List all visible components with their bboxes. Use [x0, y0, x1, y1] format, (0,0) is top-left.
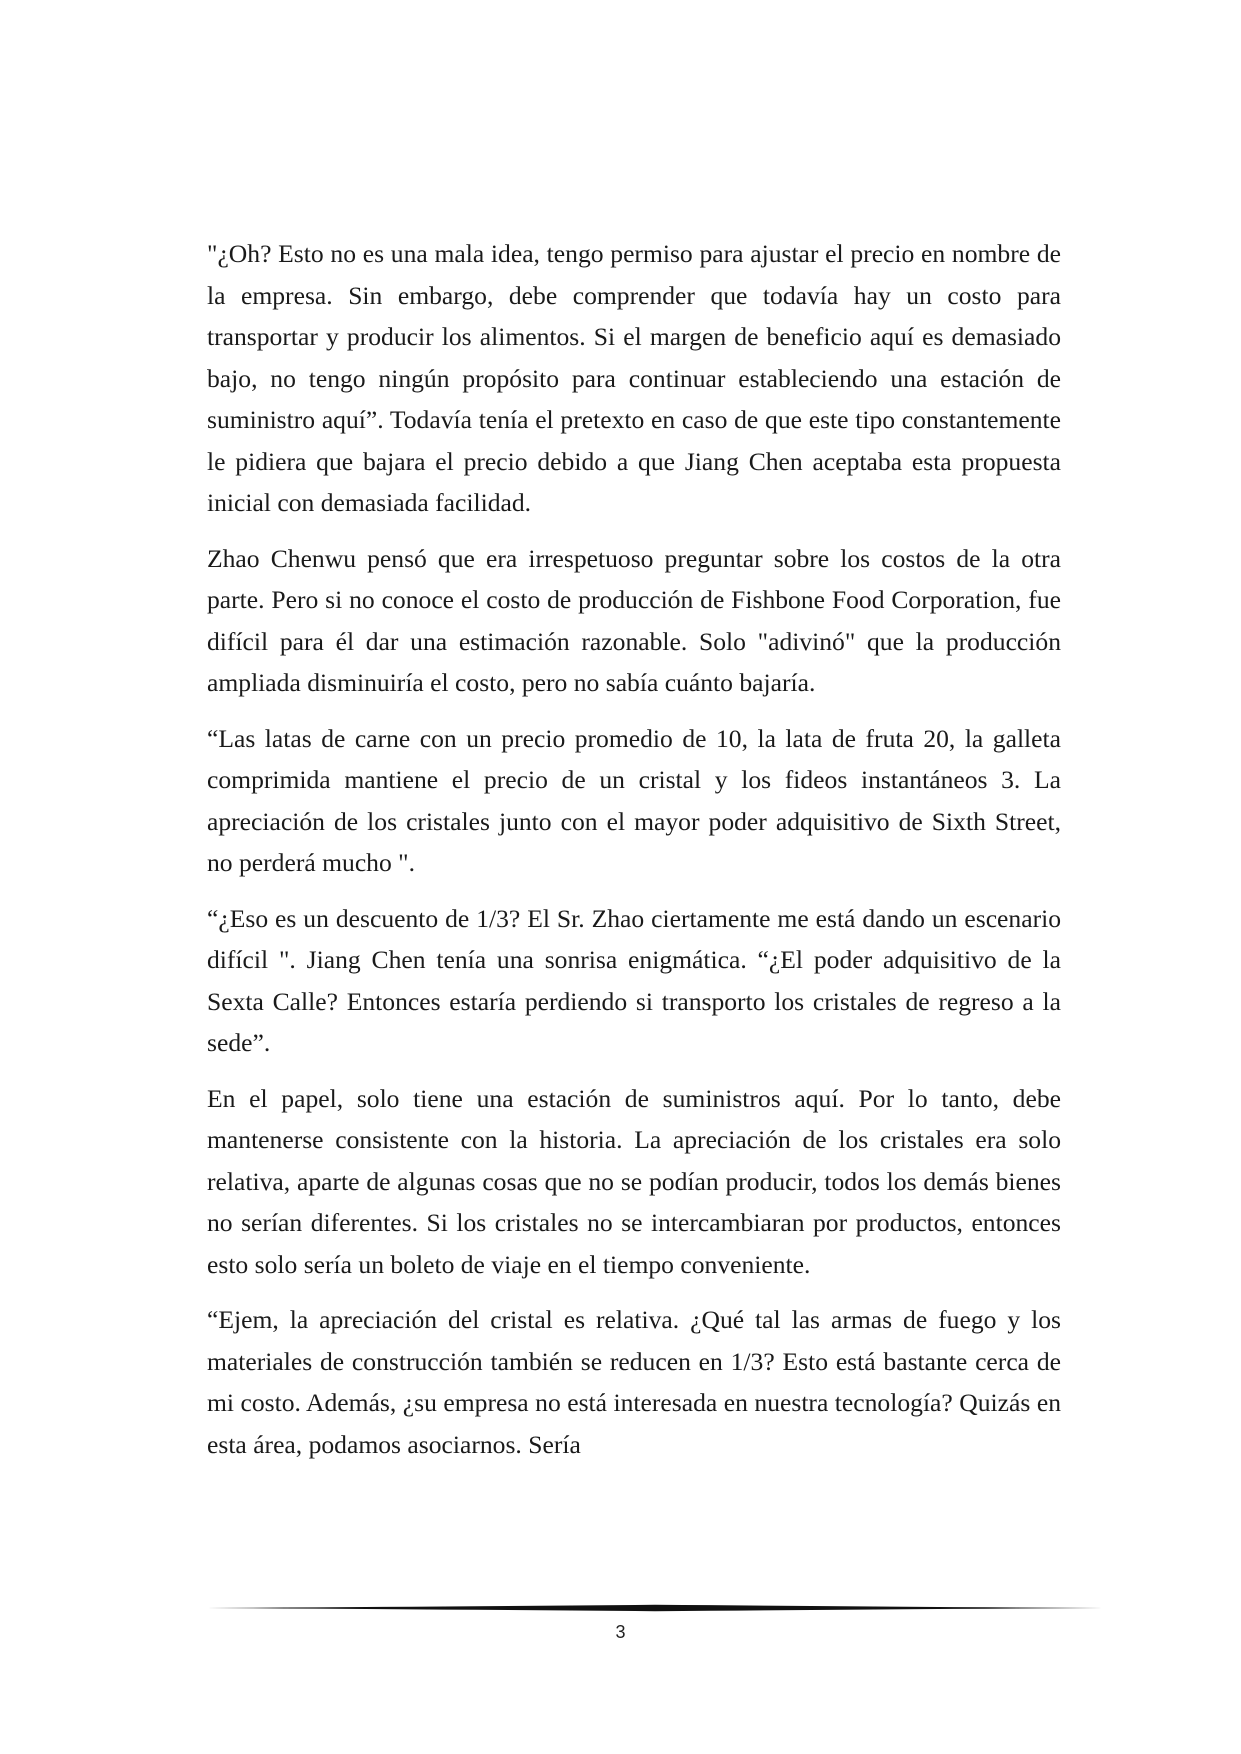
- paragraph-3: “Las latas de carne con un precio promedio de 10, la lata de fruta 20, la galleta comprimida mantiene el precio de un cristal y los fideos instantáneos 3. La apreciación de los cristales junto con el mayor poder adquisitivo de Sixth Street, no perderá mucho ".: [207, 723, 1061, 877]
- footer-divider: [207, 1604, 1103, 1612]
- paragraph-2: Zhao Chenwu pensó que era irrespetuoso preguntar sobre los costos de la otra parte. Pero si no conoce el costo de producción de Fishbone Food Corporation, fue difícil para él dar una estimación razonable. Solo "adivinó" que la producción ampliada disminuiría el costo, pero no sabía cuánto bajaría.: [207, 543, 1061, 697]
- paragraph-6: “Ejem, la apreciación del cristal es relativa. ¿Qué tal las armas de fuego y los materiales de construcción también se reducen en 1/3? Esto está bastante cerca de mi costo. Además, ¿su empresa no está interesada en nuestra tecnología? Quizás en esta área, podamos asociarnos. Sería: [207, 1305, 1061, 1459]
- paragraph-4: “¿Eso es un descuento de 1/3? El Sr. Zhao ciertamente me está dando un escenario difícil ". Jiang Chen tenía una sonrisa enigmática. “¿El poder adquisitivo de la Sexta Calle? Entonces estaría perdiendo si transporto los cristales de regreso a la sede”.: [207, 903, 1061, 1057]
- body-text: [207, 233, 1061, 1479]
- paragraph-1: "¿Oh? Esto no es una mala idea, tengo permiso para ajustar el precio en nombre de la empresa. Sin embargo, debe comprender que todavía hay un costo para transportar y producir los alimentos. Si el margen de beneficio aquí es demasiado bajo, no tengo ningún propósito para continuar estableciendo una estación de suministro aquí”. Todavía tenía el pretexto en caso de que este tipo constantemente le pidiera que bajara el precio debido a que Jiang Chen aceptaba esta propuesta inicial con demasiada facilidad.: [207, 239, 1061, 517]
- paragraph-5: En el papel, solo tiene una estación de suministros aquí. Por lo tanto, debe mantenerse consistente con la historia. La apreciación de los cristales era solo relativa, aparte de algunas cosas que no se podían producir, todos los demás bienes no serían diferentes. Si los cristales no se intercambiaran por productos, entonces esto solo sería un boleto de viaje en el tiempo conveniente.: [207, 1083, 1061, 1279]
- page-number: 3: [615, 1622, 626, 1642]
